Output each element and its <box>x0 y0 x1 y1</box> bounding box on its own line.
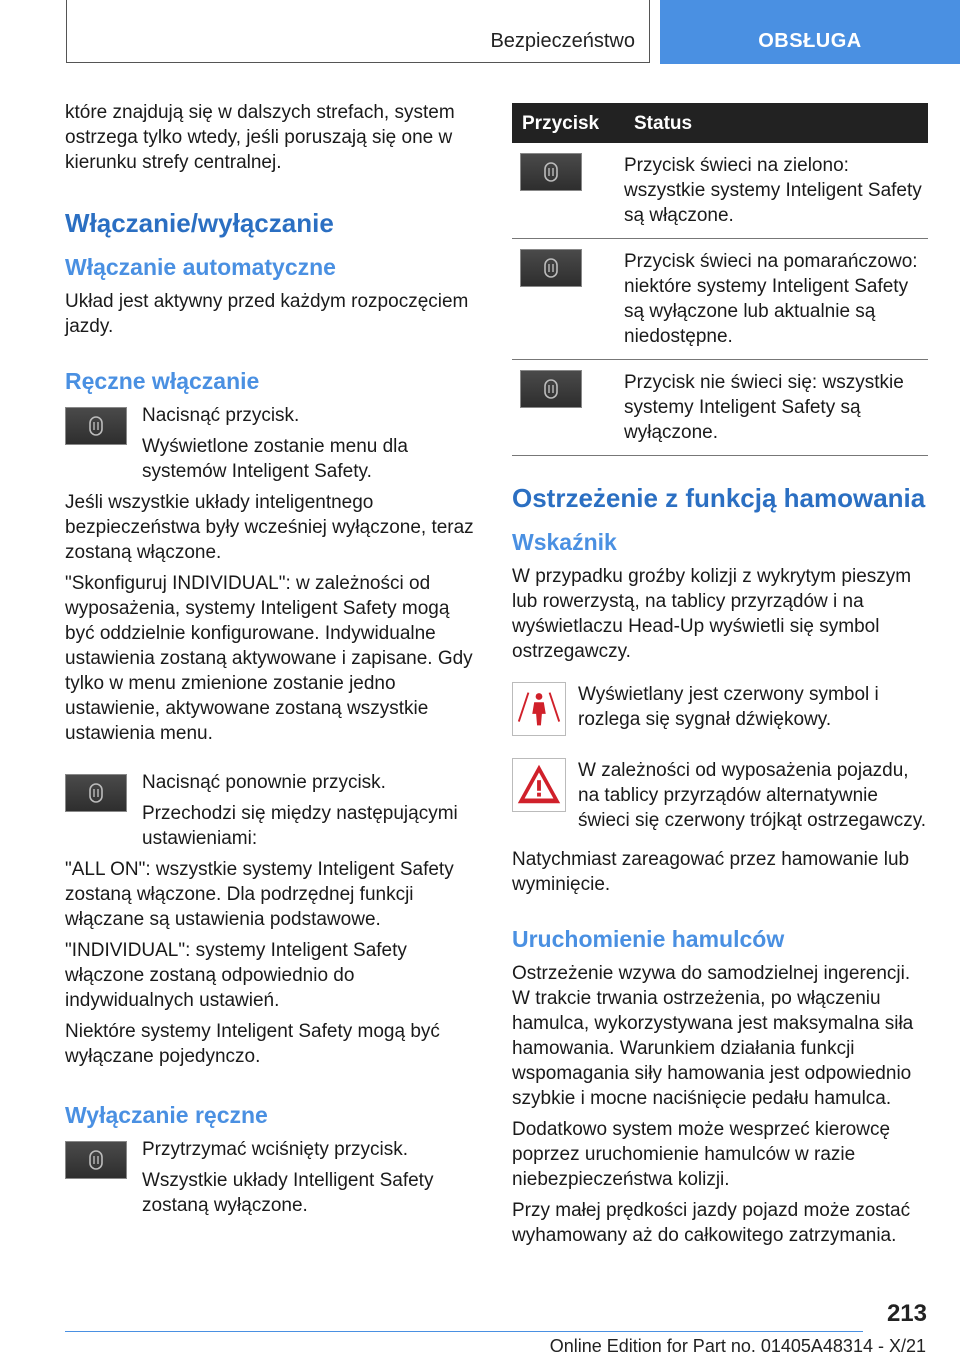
column-header-button: Przycisk <box>512 103 624 143</box>
pedestrian-warning-icon <box>512 682 566 736</box>
brakes-paragraph-2: Dodatkowo system może wesprzeć kierowcę poprzez uruchomienie hamulców w razie niebezpieczeństwa kolizji. <box>512 1119 891 1190</box>
hold-button-text: Przytrzymać wciśnięty przycisk. <box>142 1139 409 1160</box>
footer-divider <box>65 1331 863 1332</box>
safety-button-off-icon <box>520 370 582 408</box>
status-cell: Przycisk nie świeci się: wszystkie systemy Inteligent Safety są wyłączone. <box>624 360 928 456</box>
section-title: Bezpieczeństwo <box>490 30 635 52</box>
status-cell: Przycisk świeci na zielono: wszystkie systemy Inteligent Safety są włączone. <box>624 143 928 239</box>
triangle-block <box>512 758 928 833</box>
intro-paragraph: które znajdują się w dalszych strefach, system ostrzega tylko wtedy, jeśli poruszają się one w kierunku strefy centralnej. <box>65 102 455 173</box>
chapter-tab <box>660 0 960 64</box>
brakes-paragraph-1: Ostrzeżenie wzywa do samodzielnej ingerencji. W trakcie trwania ostrzeżenia, po włączeniu hamulca, wykorzystywana jest maksymalna siła hamowania. Warunkiem działania funkcji wspomagania siły hamowania jest odpowiednio szybkie i mocne naciśnięcie pedału hamulca. <box>512 963 914 1109</box>
heading-indicator: Wskaźnik <box>512 529 617 555</box>
heading-brake-warning: Ostrzeżenie z funkcją hamowania <box>512 483 926 513</box>
paragraph-previously-off: Jeśli wszystkie układy inteligentnego bezpieczeństwa były wcześniej wyłączone, teraz zostaną włączone. <box>65 492 474 563</box>
paragraph-individual: "INDIVIDUAL": systemy Inteligent Safety włączone zostaną odpowiednio do indywidualnych ustawień. <box>65 940 407 1011</box>
paragraph-some-systems: Niektóre systemy Inteligent Safety mogą być wyłączane pojedynczo. <box>65 1021 440 1067</box>
right-column <box>512 103 928 1254</box>
heading-on-off: Włączanie/wyłączanie <box>65 208 334 238</box>
triangle-text: W zależności od wyposażenia pojazdu, na tablicy przyrządów alternatywnie świeci się czerwony trójkąt ostrzegawczy. <box>578 760 927 831</box>
indicator-text: W przypadku groźby kolizji z wykrytym pieszym lub rowerzystą, na tablicy przyrządów i na wyświetlaczu Head-Up wyświetli się symbol ostrzegawczy. <box>512 566 912 662</box>
status-cell: Przycisk świeci na pomarańczowo: niektóre systemy Inteligent Safety są wyłączone lub aktualnie są niedostępne. <box>624 239 928 360</box>
button-status-table <box>512 103 928 456</box>
table-row <box>512 360 928 456</box>
heading-manual-on: Ręczne włączanie <box>65 368 260 394</box>
column-header-status: Status <box>624 103 928 143</box>
safety-button-icon <box>65 774 127 812</box>
left-column <box>65 100 477 1224</box>
paragraph-all-on: "ALL ON": wszystkie systemy Inteligent Safety zostaną włączone. Dla podrzędnej funkcji włączane są ustawienia podstawowe. <box>65 859 454 930</box>
hold-instruction <box>65 1137 477 1218</box>
red-symbol-block <box>512 682 928 744</box>
switch-settings-text: Przechodzi się między następującymi ustawieniami: <box>142 803 458 849</box>
page-header <box>0 0 960 66</box>
heading-auto-on: Włączanie automatyczne <box>65 254 336 280</box>
red-symbol-text: Wyświetlany jest czerwony symbol i rozlega się sygnał dźwiękowy. <box>578 684 879 730</box>
paragraph-configure-individual: "Skonfiguruj INDIVIDUAL": w zależności od wyposażenia, systemy Inteligent Safety mogą być oddzielnie konfigurowane. Indywidualne ustawienia zostaną aktywowane i zapisane. Gdy tylko w menu zmienione zostanie jedno ustawienie, aktywowane zostaną wszystkie ustawienia menu. <box>65 573 473 744</box>
all-off-text: Wszystkie układy Intelligent Safety zostaną wyłączone. <box>142 1170 434 1216</box>
press-again-text: Nacisnąć ponownie przycisk. <box>142 772 386 793</box>
safety-button-orange-icon <box>520 249 582 287</box>
edition-text: Online Edition for Part no. 01405A48314 - X/21 <box>549 1336 926 1356</box>
brakes-paragraph-3: Przy małej prędkości jazdy pojazd może zostać wyhamowany aż do całkowitego zatrzymania. <box>512 1200 911 1246</box>
safety-button-icon <box>65 1141 127 1179</box>
press-instruction-2 <box>65 770 477 851</box>
auto-on-text: Układ jest aktywny przed każdym rozpoczęciem jazdy. <box>65 291 469 337</box>
press-instruction-1 <box>65 403 477 484</box>
safety-button-icon <box>65 407 127 445</box>
table-row <box>512 143 928 239</box>
menu-shown-text: Wyświetlone zostanie menu dla systemów Inteligent Safety. <box>142 436 408 482</box>
heading-manual-off: Wyłączanie ręczne <box>65 1102 268 1128</box>
safety-button-green-icon <box>520 153 582 191</box>
page-number: 213 <box>886 1300 927 1327</box>
press-button-text: Nacisnąć przycisk. <box>142 405 300 426</box>
table-row <box>512 239 928 360</box>
section-tab <box>66 0 650 63</box>
heading-brakes: Uruchomienie hamulców <box>512 926 785 952</box>
warning-triangle-icon <box>512 758 566 812</box>
table-header-row <box>512 103 928 143</box>
chapter-title: OBSŁUGA <box>758 30 862 52</box>
react-text: Natychmiast zareagować przez hamowanie lub wyminięcie. <box>512 849 910 895</box>
